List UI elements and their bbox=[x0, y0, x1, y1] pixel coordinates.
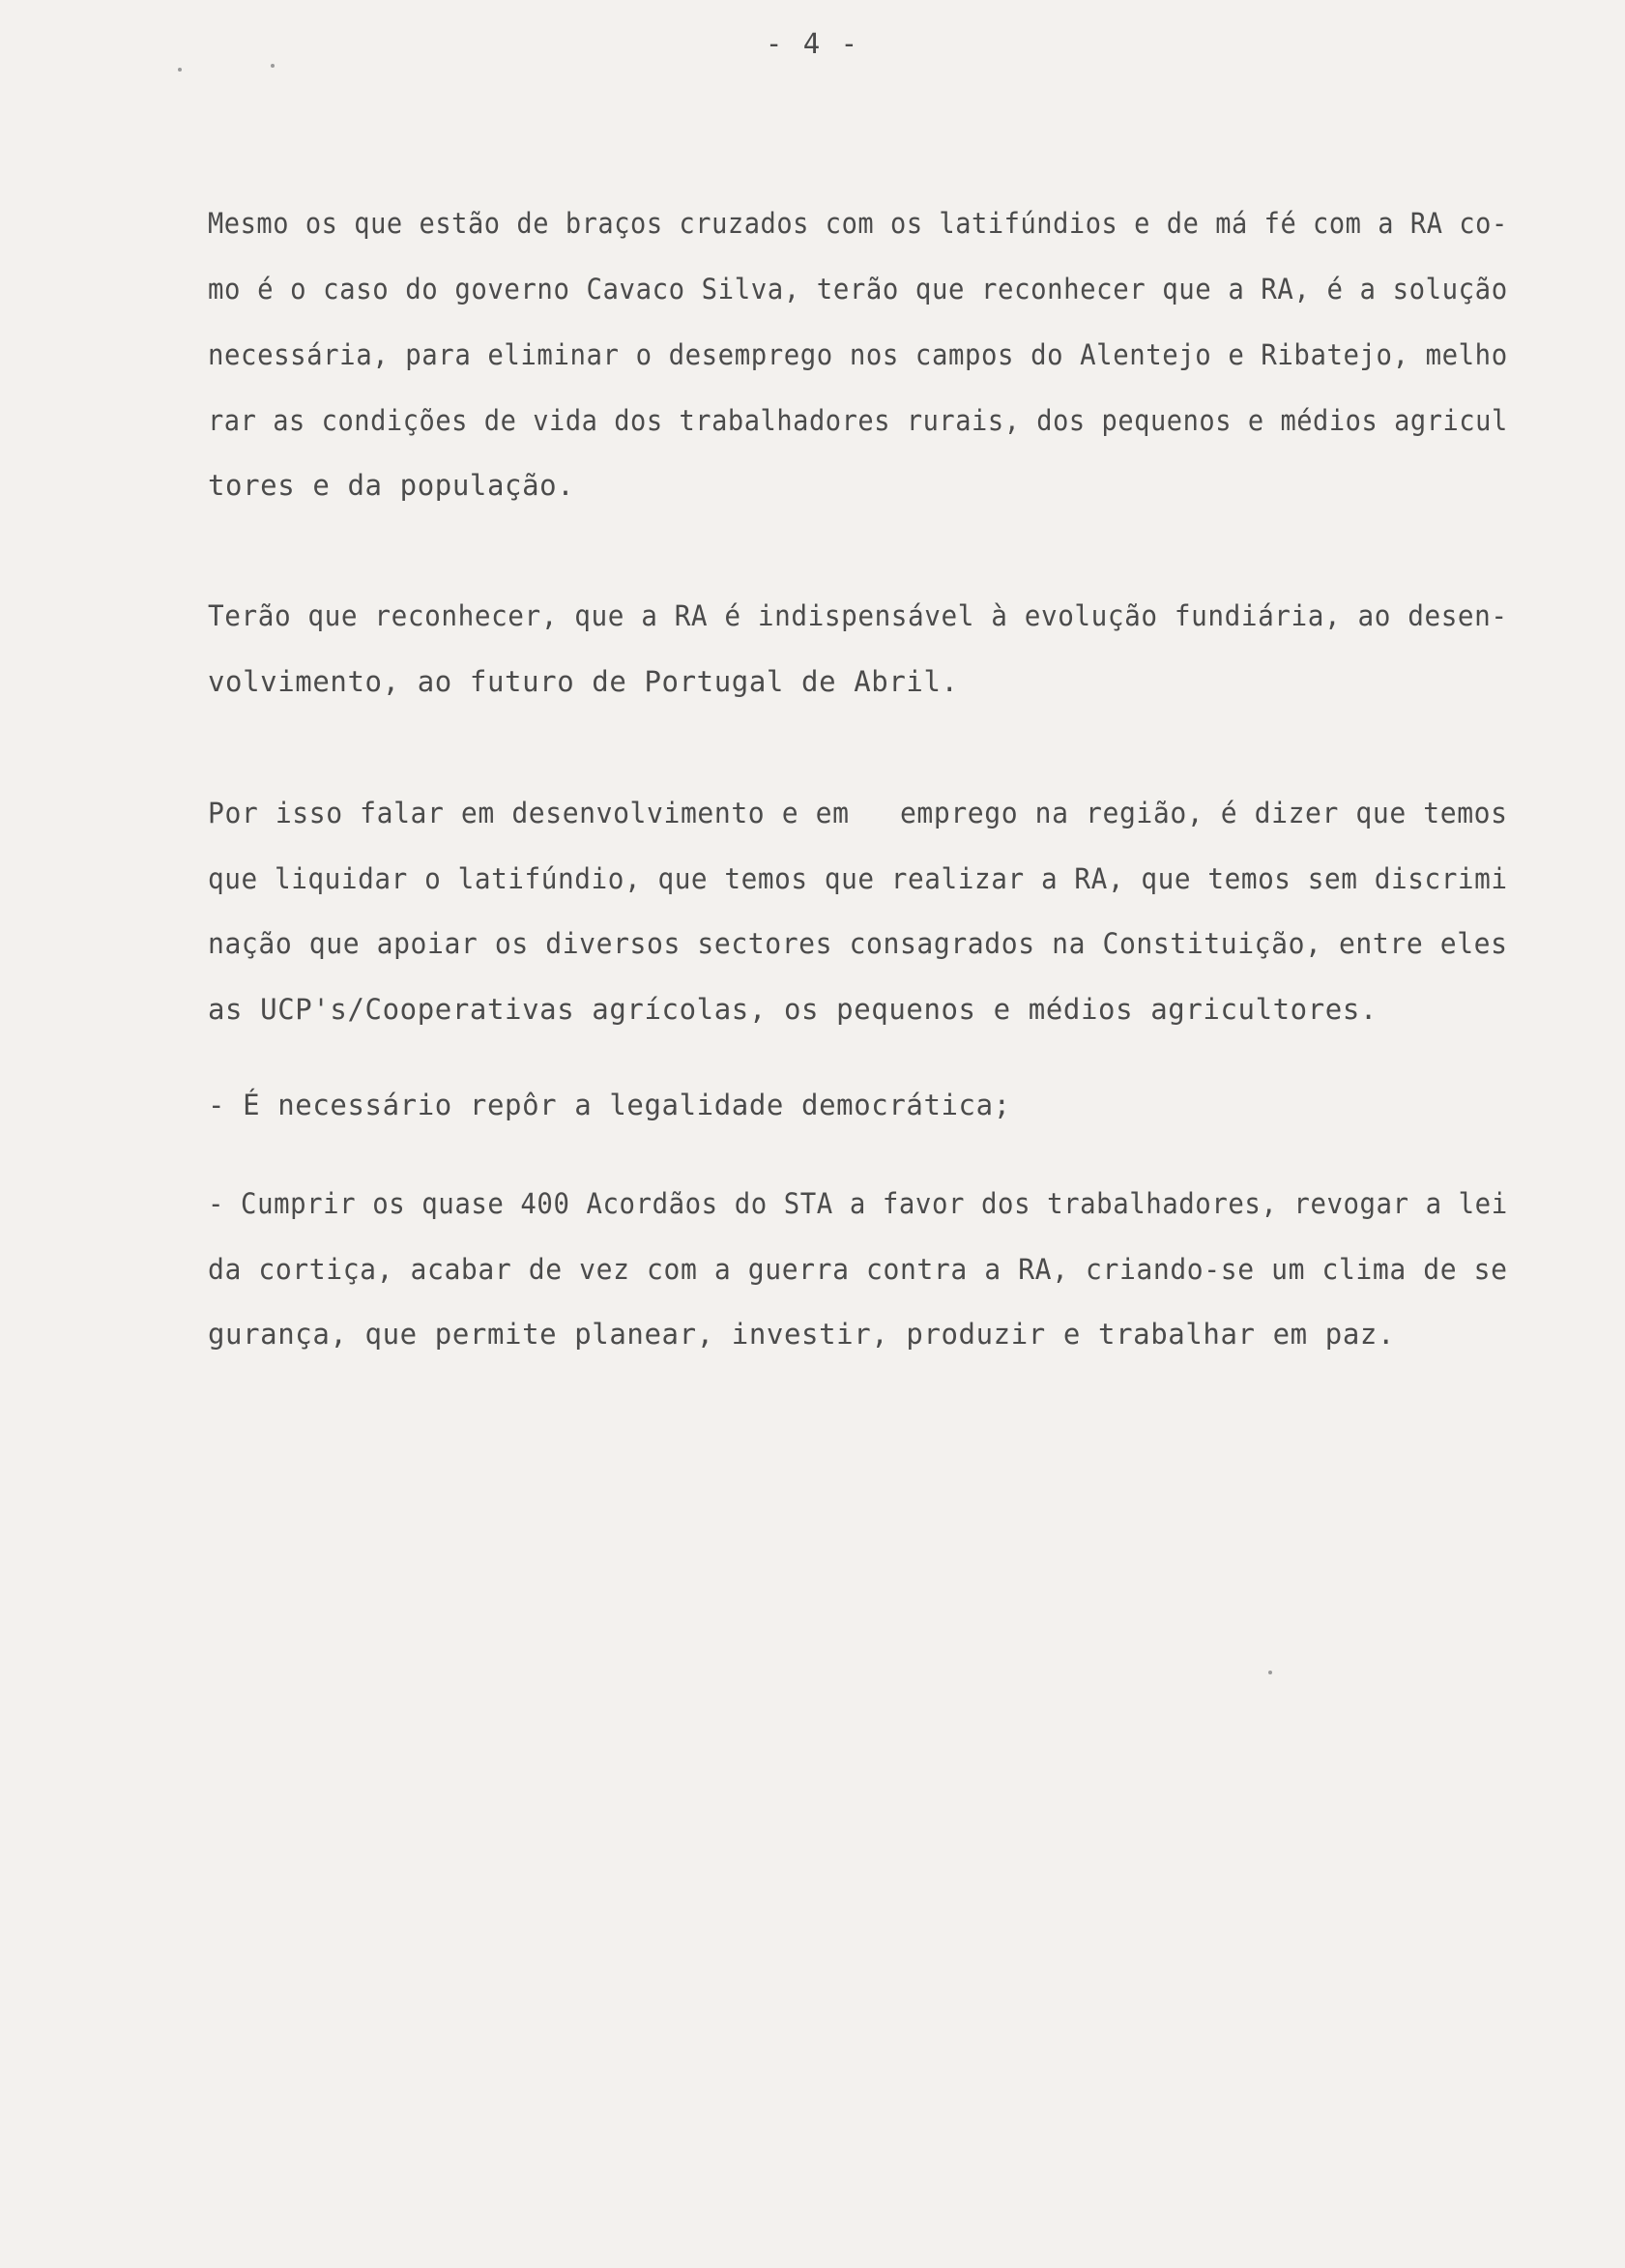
scan-speck bbox=[271, 64, 275, 68]
list-item-2-line-2: da cortiça, acabar de vez com a guerra contra a RA, criando-se um clima de se bbox=[208, 1253, 1508, 1286]
paragraph-1-line-5: tores e da população. bbox=[208, 469, 575, 502]
paragraph-3-line-1: Por isso falar em desenvolvimento e em emprego na região, é dizer que temos bbox=[208, 797, 1508, 829]
list-item-1: - É necessário repôr a legalidade democrática; bbox=[208, 1089, 1011, 1121]
paragraph-1-line-1: Mesmo os que estão de braços cruzados com os latifúndios e de má fé com a RA co- bbox=[208, 207, 1508, 240]
paragraph-2-line-1: Terão que reconhecer, que a RA é indispensável à evolução fundiária, ao desen- bbox=[208, 599, 1508, 632]
paragraph-2-line-2: volvimento, ao futuro de Portugal de Abril. bbox=[208, 665, 959, 698]
scan-speck bbox=[1268, 1671, 1272, 1674]
scan-speck bbox=[178, 68, 182, 72]
paragraph-1-line-4: rar as condições de vida dos trabalhadores rurais, dos pequenos e médios agricul bbox=[208, 404, 1508, 437]
list-item-2-line-1: - Cumprir os quase 400 Acordãos do STA a favor dos trabalhadores, revogar a lei bbox=[208, 1187, 1508, 1220]
paragraph-3-line-2: que liquidar o latifúndio, que temos que realizar a RA, que temos sem discrimi bbox=[208, 862, 1508, 895]
page-number: - 4 - bbox=[765, 27, 860, 60]
paragraph-3-line-4: as UCP's/Cooperativas agrícolas, os pequenos e médios agricultores. bbox=[208, 993, 1378, 1026]
paragraph-1-line-2: mo é o caso do governo Cavaco Silva, terão que reconhecer que a RA, é a solução bbox=[208, 273, 1508, 305]
list-item-2-line-3: gurança, que permite planear, investir, produzir e trabalhar em paz. bbox=[208, 1318, 1396, 1351]
paragraph-1-line-3: necessária, para eliminar o desemprego nos campos do Alentejo e Ribatejo, melho bbox=[208, 338, 1508, 371]
paragraph-3-line-3: nação que apoiar os diversos sectores consagrados na Constituição, entre eles bbox=[208, 927, 1508, 960]
